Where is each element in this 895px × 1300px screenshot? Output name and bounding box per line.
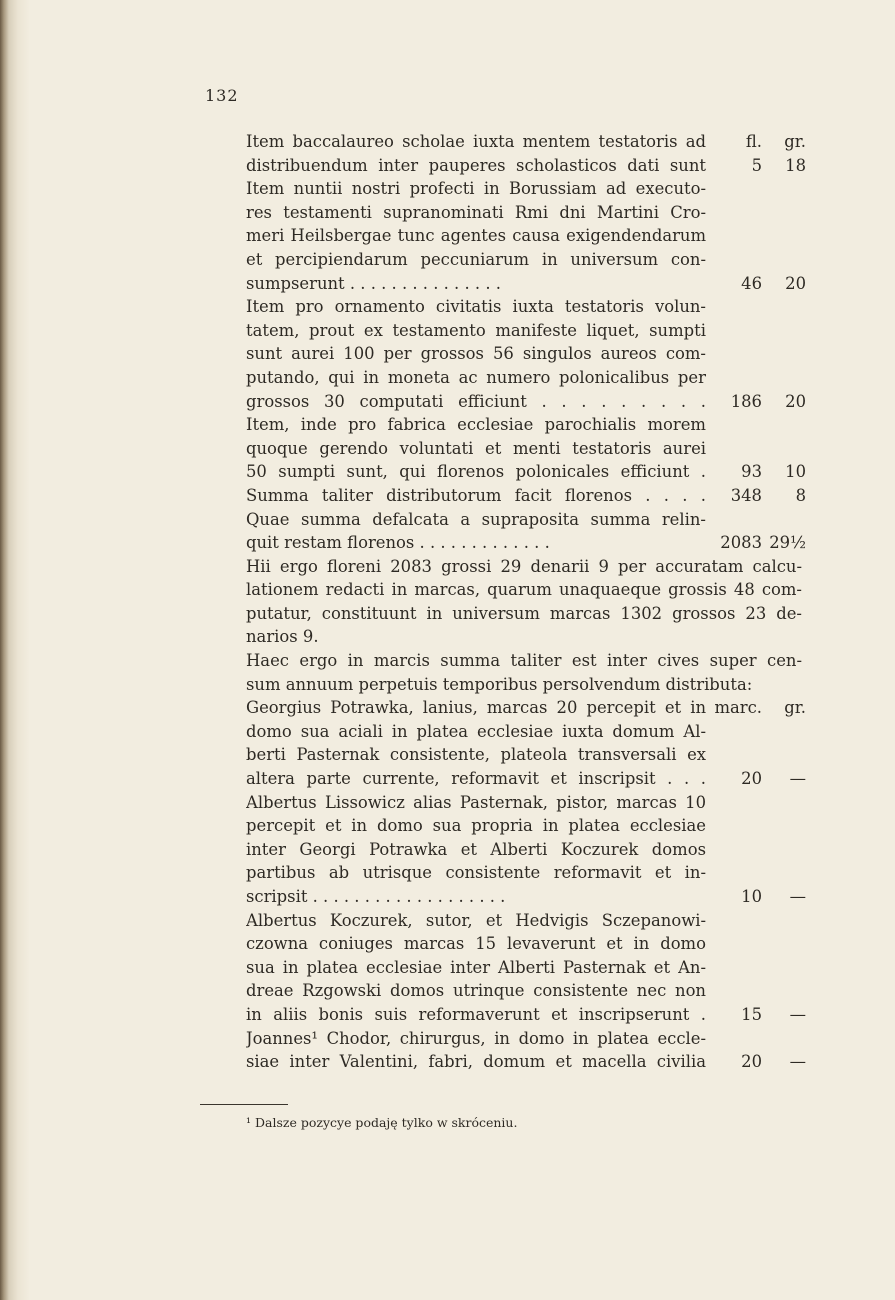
line-text: meri Heilsbergae tunc agentes causa exigendendarum: [246, 226, 707, 246]
text-line: [246, 319, 806, 343]
text-line: [246, 743, 806, 767]
line-text: quit restam florenos . . . . . . . . . . . . .: [246, 533, 550, 553]
text-line: [246, 696, 806, 720]
line-text: putatur, constituunt in universum marcas 1302 grossos 23 de-: [246, 603, 802, 623]
line-text: berti Pasternak consistente, plateola transversali ex: [246, 745, 707, 765]
text-line: [246, 673, 806, 697]
text-line: [246, 814, 806, 838]
amount-primary: 10: [741, 887, 762, 906]
text-line: [246, 508, 806, 532]
line-text: res testamenti supranominati Rmi dni Martini Cro-: [246, 202, 707, 222]
amount-secondary: —: [789, 887, 806, 906]
amount-secondary: gr.: [784, 698, 806, 718]
line-text: grossos 30 computati efficiunt . . . . . . . . .: [246, 391, 706, 411]
amount-secondary: 20: [785, 391, 806, 411]
text-line: [246, 201, 806, 225]
text-line: [246, 413, 806, 437]
amount-secondary: —: [789, 769, 806, 789]
line-text: Summa taliter distributorum facit florenos . . . .: [246, 485, 706, 505]
line-text: scripsit . . . . . . . . . . . . . . . . . . .: [246, 887, 506, 906]
line-text: Georgius Potrawka, lanius, marcas 20 percepit et in: [246, 698, 707, 718]
text-line: [246, 460, 806, 484]
text-line: [246, 555, 806, 579]
text-line: [246, 720, 806, 744]
text-line: [246, 1050, 806, 1074]
amount-primary: 5: [751, 155, 762, 175]
line-text: Item nuntii nostri profecti in Borussiam ad executo-: [246, 179, 707, 199]
text-line: [246, 224, 806, 248]
line-text: Item pro ornamento civitatis iuxta testatoris volun-: [246, 297, 706, 317]
line-text: quoque gerendo voluntati et menti testatoris aurei: [246, 438, 707, 458]
line-text: domo sua aciali in platea ecclesiae iuxta domum Al-: [246, 721, 706, 741]
line-text: Hii ergo floreni 2083 grossi 29 denarii 9 per accuratam calcu-: [246, 556, 802, 576]
line-text: Albertus Koczurek, sutor, et Hedvigis Sczepanowi-: [246, 910, 707, 930]
line-text: Joannes¹ Chodor, chirurgus, in domo in platea eccle-: [246, 1028, 706, 1048]
text-line: [246, 130, 806, 154]
line-text: lationem redacti in marcas, quarum unaquaeque grossis 48 com-: [246, 580, 802, 600]
text-line: [246, 177, 806, 201]
line-text: in aliis bonis suis reformaverunt et inscripserunt .: [246, 1004, 706, 1024]
line-text: distribuendum inter pauperes scholasticos dati sunt: [246, 155, 706, 175]
line-text: percepit et in domo sua propria in platea ecclesiae: [246, 816, 706, 836]
amount-primary: 348: [730, 485, 762, 505]
text-line: [246, 295, 806, 319]
line-text: Item, inde pro fabrica ecclesiae parochialis morem: [246, 415, 706, 435]
amount-primary: 15: [741, 1004, 762, 1024]
text-line: [246, 390, 806, 414]
text-line: [246, 791, 806, 815]
line-text: 50 sumpti sunt, qui florenos polonicales efficiunt .: [246, 462, 706, 482]
text-line: [246, 366, 806, 390]
amount-secondary: 20: [785, 273, 806, 293]
line-text: Albertus Lissowicz alias Pasternak, pistor, marcas 10: [246, 792, 707, 812]
line-text: sumpserunt . . . . . . . . . . . . . . .: [246, 273, 501, 293]
amount-secondary: 29½: [769, 533, 806, 553]
amount-secondary: —: [789, 1004, 806, 1024]
line-text: sua in platea ecclesiae inter Alberti Pasternak et An-: [246, 957, 707, 977]
text-line: [246, 602, 806, 626]
text-line: [246, 625, 806, 649]
line-text: inter Georgi Potrawka et Alberti Koczurek domos: [246, 839, 706, 859]
text-line: [246, 649, 806, 673]
line-text: sum annuum perpetuis temporibus persolvendum distributa:: [246, 674, 753, 694]
book-binding-edge: [0, 0, 30, 1300]
line-text: siae inter Valentini, fabri, domum et macella civilia: [246, 1052, 706, 1072]
document-body: [246, 130, 806, 1074]
amount-secondary: 18: [785, 155, 806, 175]
amount-primary: 20: [741, 769, 762, 789]
text-line: [246, 154, 806, 178]
footnote: ¹ Dalsze pozycye podaję tylko w skróceniu.: [246, 1115, 518, 1130]
line-text: partibus ab utrisque consistente reformavit et in-: [246, 863, 706, 883]
line-text: sunt aurei 100 per grossos 56 singulos aureos com-: [246, 344, 706, 364]
line-text: narios 9.: [246, 627, 319, 647]
text-line: [246, 578, 806, 602]
text-line: [246, 861, 806, 885]
amount-primary: 46: [741, 273, 762, 293]
line-text: tatem, prout ex testamento manifeste liquet, sumpti: [246, 320, 706, 340]
text-line: [246, 248, 806, 272]
line-text: altera parte currente, reformavit et inscripsit . . .: [246, 769, 706, 789]
amount-primary: marc.: [714, 698, 762, 718]
amount-primary: fl.: [745, 132, 762, 151]
text-line: [246, 932, 806, 956]
line-text: dreae Rzgowski domos utrinque consistente nec non: [246, 981, 706, 1001]
amount-primary: 93: [741, 462, 762, 482]
text-line: [246, 272, 806, 296]
amount-primary: 20: [741, 1052, 762, 1072]
text-line: [246, 885, 806, 909]
text-line: [246, 342, 806, 366]
line-text: Haec ergo in marcis summa taliter est inter cives super cen-: [246, 651, 802, 671]
text-line: [246, 979, 806, 1003]
text-line: [246, 1027, 806, 1051]
text-line: [246, 909, 806, 933]
text-line: [246, 1003, 806, 1027]
amount-secondary: 10: [785, 462, 806, 482]
text-line: [246, 767, 806, 791]
line-text: putando, qui in moneta ac numero polonicalibus per: [246, 367, 706, 387]
line-text: Quae summa defalcata a supraposita summa relin-: [246, 509, 706, 529]
amount-primary: 186: [730, 391, 762, 411]
text-line: [246, 838, 806, 862]
text-line: [246, 956, 806, 980]
line-text: Item baccalaureo scholae iuxta mentem testatoris ad: [246, 132, 707, 151]
footnote-divider: [200, 1104, 288, 1105]
page-number: 132: [205, 86, 239, 105]
line-text: czowna coniuges marcas 15 levaverunt et in domo: [246, 934, 706, 954]
text-line: [246, 484, 806, 508]
amount-secondary: —: [789, 1052, 806, 1072]
amount-primary: 2083: [720, 533, 762, 553]
text-line: [246, 531, 806, 555]
amount-secondary: 8: [795, 485, 806, 505]
text-line: [246, 437, 806, 461]
line-text: et percipiendarum peccuniarum in universum con-: [246, 249, 706, 269]
amount-secondary: gr.: [784, 132, 806, 151]
